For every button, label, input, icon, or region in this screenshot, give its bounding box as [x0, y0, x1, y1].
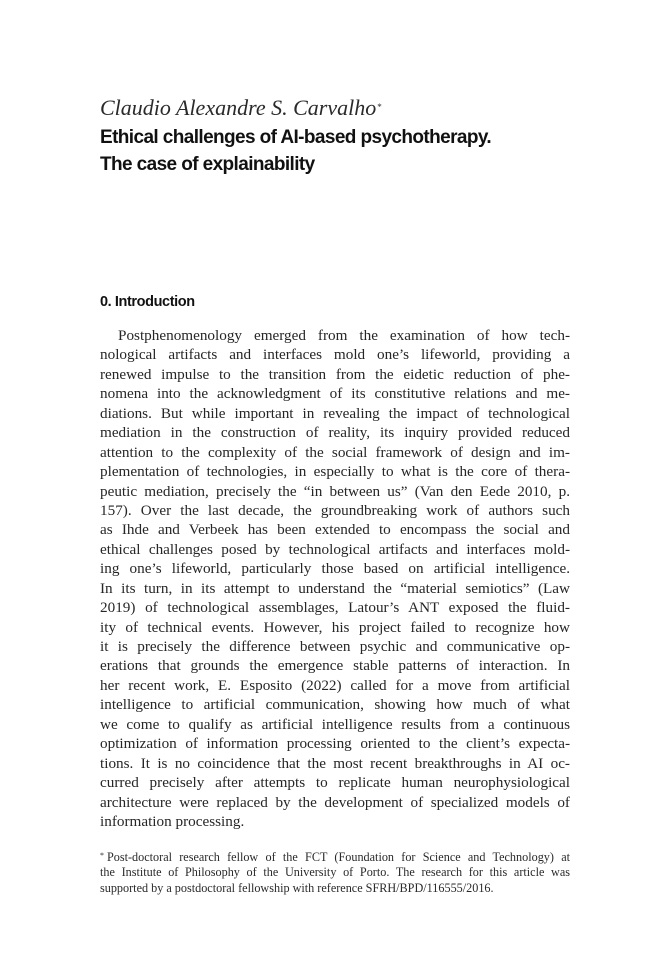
paragraph-line: tions. It is no coincidence that the most recent breakthroughs in AI oc-: [100, 754, 570, 772]
paragraph-line: nomena into the acknowledgment of its constitutive relations and me-: [100, 385, 570, 403]
footnote-line: [100, 850, 570, 865]
footnote-line: supported by a postdoctoral fellowship with reference SFRH/BPD/116555/2016.: [100, 880, 494, 895]
paragraph-line: plementation of technologies, in especially to what is the core of thera-: [100, 463, 570, 481]
paragraph-line: optimization of information processing oriented to the client’s expecta-: [100, 735, 570, 753]
paragraph-line: ity of technical events. However, his project failed to recognize how: [100, 618, 570, 636]
paragraph-line: Postphenomenology emerged from the examination of how tech-: [118, 327, 570, 344]
paragraph-line: renewed impulse to the transition from the eidetic reduction of phe-: [100, 365, 570, 383]
paragraph-line: her recent work, E. Esposito (2022) called for a move from artificial: [100, 676, 570, 694]
footnote-line-text: Post-doctoral research fellow of the FCT (Foundation for Science and Technology) at: [107, 850, 570, 864]
author-footnote-marker[interactable]: *: [377, 102, 382, 112]
introduction-paragraph: [100, 326, 570, 831]
footnote-marker: *: [100, 851, 104, 860]
paragraph-line: In its turn, in its attempt to understand the “material semiotics” (Law: [100, 579, 570, 597]
footnote: [100, 850, 570, 896]
paragraph-line: peutic mediation, precisely the “in between us” (Van den Eede 2010, p.: [100, 482, 570, 500]
paragraph-line: curred precisely after attempts to replicate human neurophysiological: [100, 774, 570, 792]
section-heading-introduction: 0. Introduction: [100, 294, 195, 310]
author-name-text: Claudio Alexandre S. Carvalho: [100, 95, 377, 120]
paragraph-line: information processing.: [100, 812, 245, 830]
paragraph-line: attention to the complexity of the social framework of design and im-: [100, 443, 570, 461]
paragraph-line: nological artifacts and interfaces mold one’s lifeworld, providing a: [100, 346, 570, 364]
paragraph-line: ing one’s lifeworld, particularly those based on artificial intelligence.: [100, 560, 570, 578]
paragraph-line: erations that grounds the emergence stable patterns of interaction. In: [100, 657, 570, 675]
article-title: [100, 124, 580, 178]
paragraph-line: architecture were replaced by the development of specialized models of: [100, 793, 570, 811]
paragraph-line: as Ihde and Verbeek has been extended to encompass the social and: [100, 521, 570, 539]
author-name: [100, 95, 382, 121]
paragraph-line: 2019) of technological assemblages, Latour’s ANT exposed the fluid-: [100, 599, 570, 617]
paragraph-line: ethical challenges posed by technological artifacts and interfaces mold-: [100, 540, 570, 558]
paragraph-line: intelligence to artificial communication, showing how much of what: [100, 696, 570, 714]
article-title-line-1: Ethical challenges of AI-based psychotherapy.: [100, 127, 492, 148]
article-title-line-2: The case of explainability: [100, 154, 315, 175]
paragraph-line: diations. But while important in revealing the impact of technological: [100, 404, 570, 422]
footnote-line: the Institute of Philosophy of the University of Porto. The research for this article was: [100, 865, 570, 880]
paragraph-line: mediation in the construction of reality, its inquiry provided reduced: [100, 424, 570, 442]
paragraph-line: we come to qualify as artificial intelligence results from a continuous: [100, 715, 570, 733]
paragraph-line: it is precisely the difference between psychic and communicative op-: [100, 638, 570, 655]
paragraph-line: 157). Over the last decade, the groundbreaking work of authors such: [100, 501, 570, 519]
